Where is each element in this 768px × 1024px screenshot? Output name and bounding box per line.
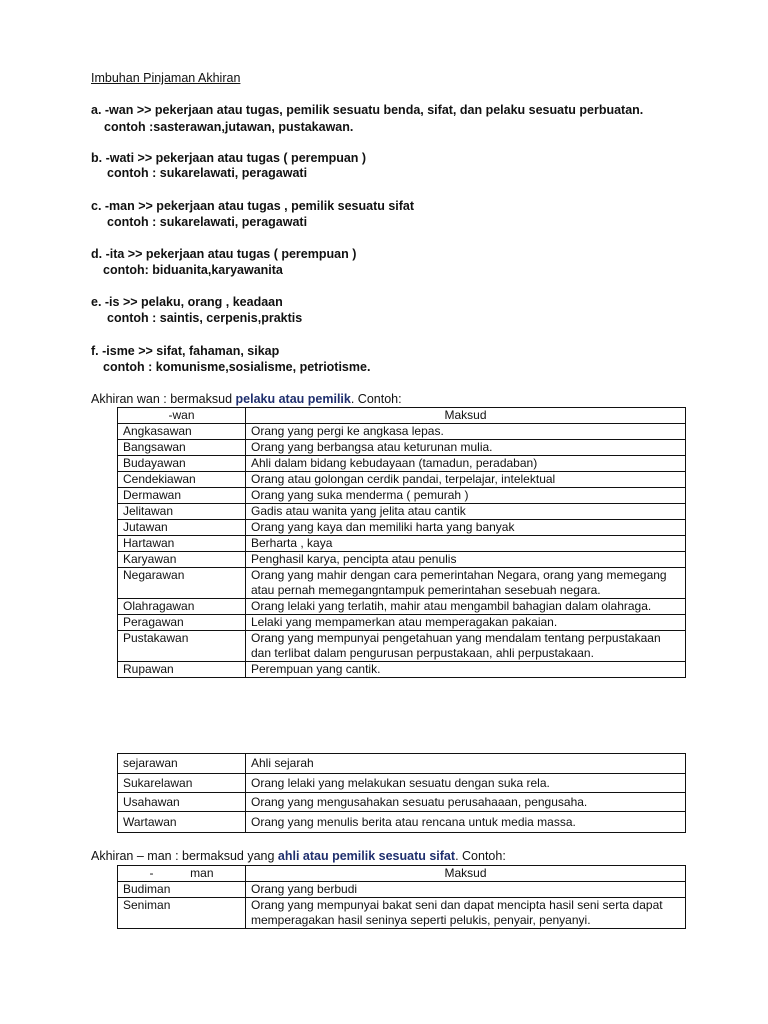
meaning-cell: Orang yang pergi ke angkasa lepas. [246, 424, 686, 440]
rule-is-example: contoh : saintis, cerpenis,praktis [107, 311, 303, 325]
word-cell: Negarawan [118, 568, 246, 599]
word-cell: Angkasawan [118, 424, 246, 440]
word-cell: Hartawan [118, 536, 246, 552]
meaning-cell: Orang yang mempunyai bakat seni dan dapat mencipta hasil seni serta dapat memperagakan hasil seninya seperti pelukis, penyair, penyanyi. [246, 898, 686, 929]
meaning-cell: Orang yang kaya dan memiliki harta yang banyak [246, 520, 686, 536]
table-row [118, 456, 686, 472]
table-row [118, 440, 686, 456]
man-intro-suffix: . Contoh: [455, 849, 506, 863]
meaning-cell: Lelaki yang mempamerkan atau memperagakan pakaian. [246, 615, 686, 631]
wan-intro-text: Akhiran wan : bermaksud [91, 392, 236, 406]
table-row [118, 754, 686, 774]
rule-man-example: contoh : sukarelawati, peragawati [107, 215, 308, 229]
table-row [118, 662, 686, 678]
meaning-cell: Orang atau golongan cerdik pandai, terpelajar, intelektual [246, 472, 686, 488]
table-row [118, 812, 686, 833]
wan-table [117, 407, 686, 678]
meaning-cell: Ahli dalam bidang kebudayaan (tamadun, peradaban) [246, 456, 686, 472]
table-row [118, 520, 686, 536]
meaning-cell: Orang yang berbangsa atau keturunan mulia. [246, 440, 686, 456]
maksud-col-header: Maksud [246, 866, 686, 882]
word-cell: Jelitawan [118, 504, 246, 520]
rule-wati-example: contoh : sukarelawati, peragawati [107, 166, 308, 180]
wan-intro-suffix: . Contoh: [350, 392, 402, 406]
table-row [118, 882, 686, 898]
table-row [118, 488, 686, 504]
wan-table-continued [117, 753, 686, 833]
word-cell: Bangsawan [118, 440, 246, 456]
word-cell: Sukarelawan [118, 774, 246, 793]
word-cell: Usahawan [118, 793, 246, 812]
word-cell: Dermawan [118, 488, 246, 504]
meaning-cell: Orang lelaki yang terlatih, mahir atau mengambil bahagian dalam olahraga. [246, 599, 686, 615]
rule-isme: f. -isme >> sifat, fahaman, sikap [91, 344, 280, 358]
meaning-cell: Ahli sejarah [246, 754, 686, 774]
word-cell: Pustakawan [118, 631, 246, 662]
meaning-cell: Orang yang mengusahakan sesuatu perusahaaan, pengusaha. [246, 793, 686, 812]
word-cell: Budayawan [118, 456, 246, 472]
table-row [118, 615, 686, 631]
meaning-cell: Orang yang suka menderma ( pemurah ) [246, 488, 686, 504]
table-row [118, 774, 686, 793]
man-table [117, 865, 686, 929]
meaning-cell: Penghasil karya, pencipta atau penulis [246, 552, 686, 568]
table-row [118, 793, 686, 812]
document-title: Imbuhan Pinjaman Akhiran [91, 71, 241, 85]
wan-col-header: -wan [118, 408, 246, 424]
meaning-cell: Perempuan yang cantik. [246, 662, 686, 678]
word-cell: Budiman [118, 882, 246, 898]
man-table-header [118, 866, 686, 882]
man-intro-highlight: ahli atau pemilik sesuatu sifat [277, 849, 456, 863]
wan-intro [91, 392, 402, 406]
meaning-cell: Gadis atau wanita yang jelita atau cantik [246, 504, 686, 520]
meaning-cell: Orang yang mempunyai pengetahuan yang mendalam tentang perpustakaan dan terlibat dalam pengurusan perpustakaan, ahli perpustakaan. [246, 631, 686, 662]
word-cell: Peragawan [118, 615, 246, 631]
table-row [118, 552, 686, 568]
word-cell: Cendekiawan [118, 472, 246, 488]
word-cell: Seniman [118, 898, 246, 929]
meaning-cell: Orang lelaki yang melakukan sesuatu dengan suka rela. [246, 774, 686, 793]
maksud-col-header: Maksud [246, 408, 686, 424]
meaning-cell: Berharta , kaya [246, 536, 686, 552]
word-cell: sejarawan [118, 754, 246, 774]
word-cell: Olahragawan [118, 599, 246, 615]
word-cell: Jutawan [118, 520, 246, 536]
wan-intro-highlight: pelaku atau pemilik [235, 392, 351, 406]
rule-ita-example: contoh: biduanita,karyawanita [103, 263, 283, 277]
word-cell: Karyawan [118, 552, 246, 568]
man-col-header: - man [118, 866, 246, 882]
rule-ita: d. -ita >> pekerjaan atau tugas ( perempuan ) [91, 247, 357, 261]
meaning-cell: Orang yang menulis berita atau rencana untuk media massa. [246, 812, 686, 833]
table-row [118, 472, 686, 488]
rule-man: c. -man >> pekerjaan atau tugas , pemilik sesuatu sifat [91, 199, 415, 213]
meaning-cell: Orang yang mahir dengan cara pemerintahan Negara, orang yang memegang atau pernah memegangntampuk pemerintahan sesebuah negara. [246, 568, 686, 599]
word-cell: Rupawan [118, 662, 246, 678]
table-row [118, 424, 686, 440]
man-intro [91, 849, 506, 863]
man-intro-text: Akhiran – man : bermaksud yang [91, 849, 278, 863]
rule-is: e. -is >> pelaku, orang , keadaan [91, 295, 283, 309]
table-row [118, 536, 686, 552]
rule-wan: a. -wan >> pekerjaan atau tugas, pemilik sesuatu benda, sifat, dan pelaku sesuatu perbuatan. [91, 103, 644, 117]
rule-isme-example: contoh : komunisme,sosialisme, petriotisme. [103, 360, 371, 374]
table-row [118, 898, 686, 929]
wan-table-header [118, 408, 686, 424]
table-row [118, 504, 686, 520]
rule-wati: b. -wati >> pekerjaan atau tugas ( perempuan ) [91, 151, 367, 165]
meaning-cell: Orang yang berbudi [246, 882, 686, 898]
table-row [118, 599, 686, 615]
table-row [118, 631, 686, 662]
table-row [118, 568, 686, 599]
word-cell: Wartawan [118, 812, 246, 833]
rule-wan-example: contoh :sasterawan,jutawan, pustakawan. [104, 120, 354, 134]
